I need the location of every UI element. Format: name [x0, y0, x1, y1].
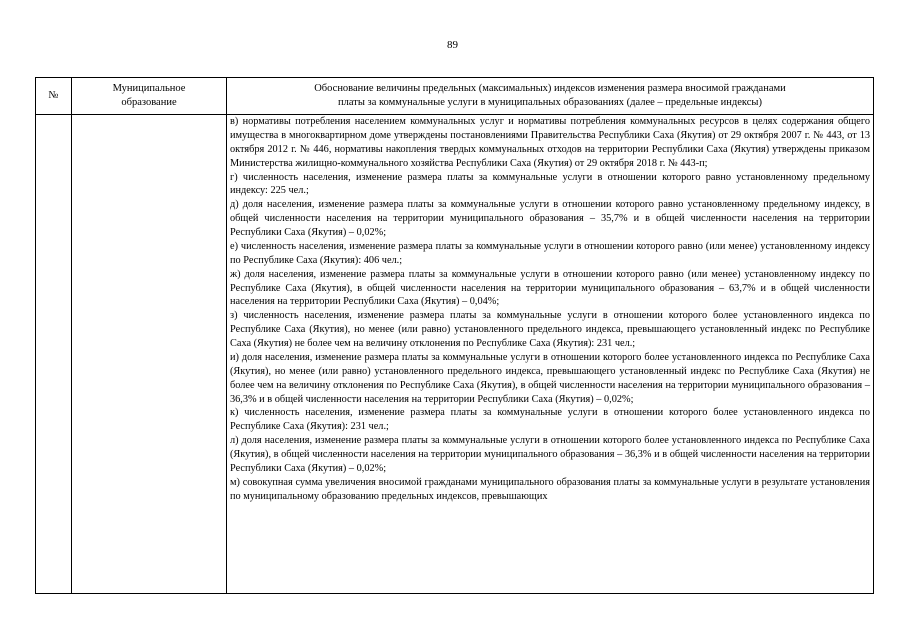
header-rationale	[227, 78, 874, 115]
paragraph-z: з) численность населения, изменение размера платы за коммунальные услуги в отношении которого более установленного индекса по Республике Саха (Якутия), но менее (или равно) установленного предельного индекса, превышающего установленный индекс по Республике Саха (Якутия) не более чем на величину отклонения по Республике Саха (Якутия): 231 чел.;	[230, 310, 870, 349]
header-number	[36, 78, 72, 115]
rationale-table	[35, 77, 874, 594]
rationale-text	[227, 115, 873, 504]
paragraph-e: е) численность населения, изменение размера платы за коммунальные услуги в отношении которого равно (или менее) установленному индексу по Республике Саха (Якутия): 406 чел.;	[230, 240, 870, 266]
header-number-label: №	[48, 90, 59, 101]
cell-municipality	[72, 115, 227, 594]
paragraph-i: и) доля населения, изменение размера платы за коммунальные услуги в отношении которого более установленного индекса по Республике Саха (Якутия), но менее (или равно) установленного предельного индекса, превышающего установленный индекс по Республике Саха (Якутия) не более чем на величину отклонения по Республике Саха (Якутия), в общей численности населения на территории муниципального образования – 36,3% и в общей численности населения на территории Республики Саха (Якутия) – 0,02%;	[230, 351, 870, 405]
paragraph-zh: ж) доля населения, изменение размера платы за коммунальные услуги в отношении которого равно (или менее) установленному индексу по Республике Саха (Якутия), в общей численности населения на территории муниципального образования – 63,7% и в общей численности населения на территории Республики Саха (Якутия) – 0,04%;	[230, 268, 870, 308]
header-row	[36, 78, 874, 115]
table-body	[36, 115, 874, 594]
cell-rationale	[227, 115, 874, 594]
table-row	[36, 115, 874, 594]
page-number: 89	[447, 39, 458, 51]
rationale-text-container	[227, 115, 873, 593]
cell-number	[36, 115, 72, 594]
paragraph-d: д) доля населения, изменение размера платы за коммунальные услуги в отношении которого равно установленному предельному индексу, в общей численности населения на территории муниципального образования – 35,7% и в общей численности населения на территории Республики Саха (Якутия) – 0,02%;	[230, 199, 870, 238]
paragraph-g: г) численность населения, изменение размера платы за коммунальные услуги в отношении которого равно установленному предельному индексу: 225 чел.;	[230, 171, 870, 197]
header-municipality-line2: образование	[121, 97, 177, 108]
paragraph-m: м) совокупная сумма увеличения вносимой гражданами муниципального образования платы за коммунальные услуги в результате установления по муниципальному образованию предельных индексов, превышающих	[230, 476, 870, 502]
paragraph-v: в) нормативы потребления населением коммунальных услуг и нормативы потребления коммунальных ресурсов в целях содержания общего имущества в многоквартирном доме утверждены постановлениями Правительства Республики Саха (Якутия) от 29 октября 2007 г. № 443, от 13 октября 2012 г. № 446, нормативы накопления твердых коммунальных отходов на территории Республики Саха (Якутия) утверждены приказом Министерства жилищно-коммунального хозяйства Республики Саха (Якутия) от 29 октября 2018 г. № 443-п;	[230, 116, 870, 169]
table-header	[36, 78, 874, 115]
header-rationale-line2: платы за коммунальные услуги в муниципальных образованиях (далее – предельные индексы)	[338, 97, 762, 108]
header-municipality	[72, 78, 227, 115]
paragraph-l: л) доля населения, изменение размера платы за коммунальные услуги в отношении которого более установленного индекса по Республике Саха (Якутия), в общей численности населения на территории муниципального образования – 36,3% и в общей численности населения на территории Республики Саха (Якутия) – 0,02%;	[230, 435, 870, 474]
header-municipality-line1: Муниципальное	[112, 83, 186, 94]
paragraph-k: к) численность населения, изменение размера платы за коммунальные услуги в отношении которого более установленного индекса по Республике Саха (Якутия): 231 чел.;	[230, 407, 870, 433]
header-rationale-line1: Обоснование величины предельных (максимальных) индексов изменения размера вносимой гражданами	[314, 83, 786, 94]
